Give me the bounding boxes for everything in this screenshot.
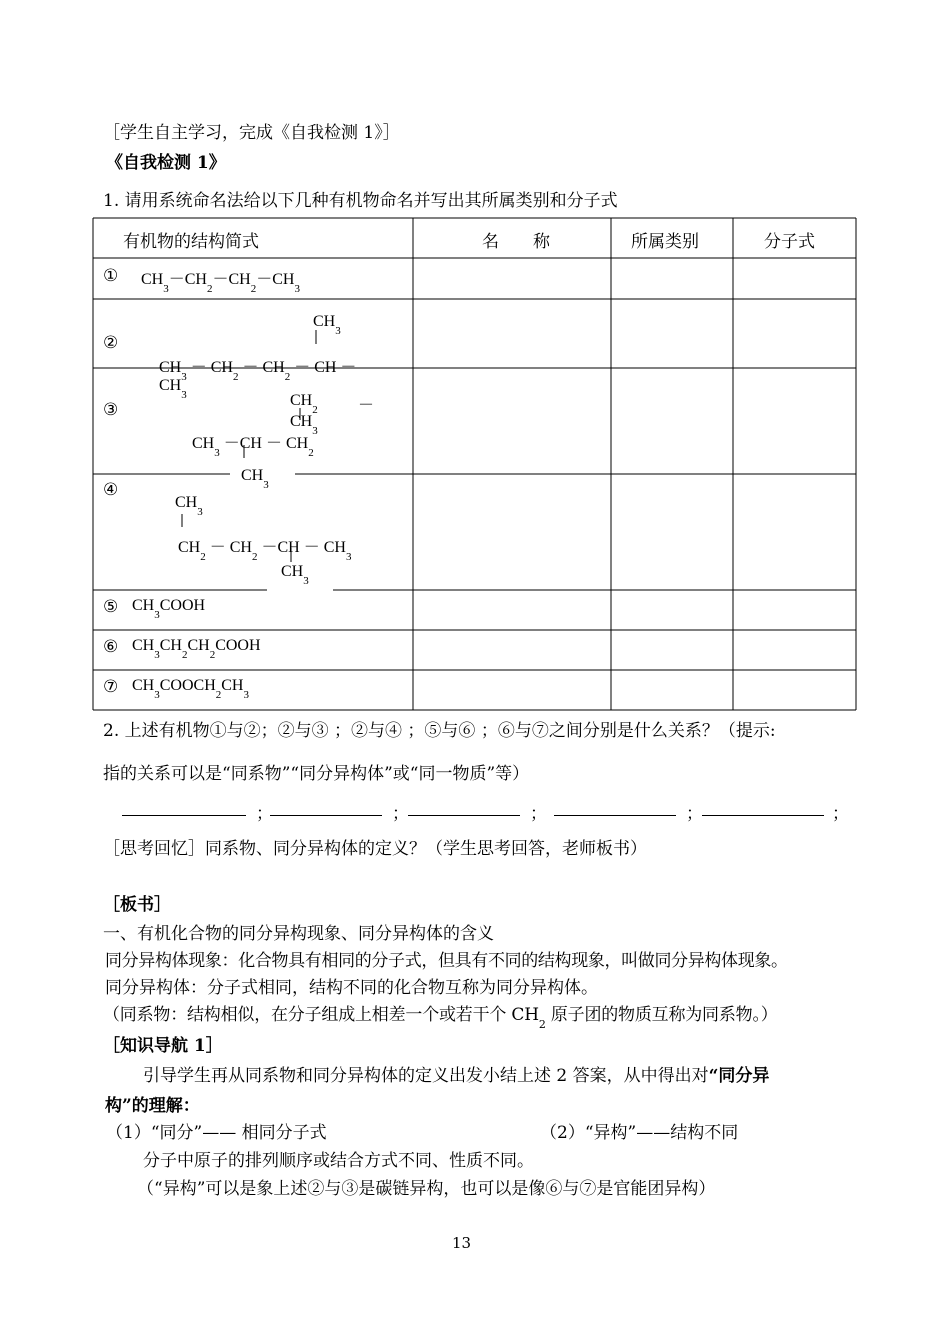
row-number: ② (103, 333, 119, 353)
answer-blank[interactable] (702, 815, 824, 816)
row-number: ⑤ (103, 597, 119, 617)
row-number: ⑥ (103, 637, 119, 657)
point-2: （2）“异构”——结构不同 (540, 1123, 739, 1143)
answer-blank[interactable] (408, 815, 520, 816)
row-number: ③ (103, 400, 119, 420)
structure-branch: $CH_3$ (175, 494, 203, 519)
point-3: 分子中原子的排列顺序或结合方式不同、性质不同。 (143, 1151, 534, 1171)
structure-formula: $CH_3COOH$ (132, 597, 206, 622)
header-formula: 分子式 (764, 232, 815, 252)
row-number: ④ (103, 480, 119, 500)
nav-title: ［知识导航 1］ (103, 1036, 223, 1056)
separator: ； (686, 804, 703, 824)
question-1: 1. 请用系统命名法给以下几种有机物命名并写出其所属类别和分子式 (103, 191, 618, 211)
structure-branch: $CH_3$ (281, 563, 309, 588)
board-line: 一、有机化合物的同分异构现象、同分异构体的含义 (103, 924, 494, 944)
structure-main-chain: $CH_3 -CH - CH_2$ (192, 435, 314, 460)
structure-formula: $CH_3-CH_2-CH_2-CH_3$ (141, 271, 300, 296)
question-2-line2: 指的关系可以是“同系物”“同分异构体”或“同一物质”等） (103, 764, 530, 784)
board-line: 同分异构体：分子式相同，结构不同的化合物互称为同分异构体。 (105, 978, 598, 998)
board-line: （同系物：结构相似，在分子组成上相差一个或若干个 $CH_2$ 原子团的物质互称为同系物。） (103, 1005, 778, 1032)
separator: ； (392, 804, 409, 824)
header-name: 名 称 (482, 232, 550, 252)
answer-blank[interactable] (122, 815, 246, 816)
intro-text: ［学生自主学习，完成《自我检测 1》］ (103, 123, 400, 143)
structure-formula: $CH_3COOCH_2CH_3$ (132, 677, 249, 702)
structure-branch: $CH_3$ (290, 413, 318, 438)
structure-main-chain: $CH_3 - CH_2 - CH_2$ － CH － (159, 359, 357, 384)
point-4: （“异构”可以是象上述②与③是碳链异构，也可以是像⑥与⑦是官能团异构） (137, 1179, 716, 1199)
nav-text-bold: 构”的理解： (105, 1096, 200, 1116)
board-line: 同分异构体现象：化合物具有相同的分子式，但具有不同的结构现象，叫做同分异构体现象。 (105, 951, 788, 971)
page-number: 13 (452, 1234, 472, 1252)
row-number: ① (103, 266, 119, 286)
point-1: （1）“同分”—— 相同分子式 (106, 1123, 327, 1143)
row-number: ⑦ (103, 677, 119, 697)
structure-branch: $CH_2$ (290, 392, 318, 417)
nav-text-bold: “同分异 (708, 1066, 770, 1086)
separator: ； (530, 804, 547, 824)
header-category: 所属类别 (631, 232, 699, 252)
answer-blank[interactable] (270, 815, 382, 816)
answer-blank[interactable] (554, 815, 676, 816)
structure-end-group: $CH_3$ (159, 377, 187, 402)
self-test-title: 《自我检测 1》 (106, 153, 226, 173)
board-title: ［板书］ (103, 895, 171, 915)
question-2-line1: 2. 上述有机物①与②；②与③ ；②与④ ；⑤与⑥ ；⑥与⑦之间分别是什么关系？（提示: (103, 721, 776, 741)
structure-branch: $CH_3$ (241, 467, 269, 492)
separator: ； (256, 804, 273, 824)
structure-bond: － (358, 397, 375, 414)
header-structure: 有机物的结构简式 (123, 232, 259, 252)
structure-formula: $CH_3CH_2CH_2COOH$ (132, 637, 261, 662)
structure-main-chain: $CH_2 - CH_2 -CH - CH_3$ (178, 539, 352, 564)
think-prompt: ［思考回忆］同系物、同分异构体的定义？（学生思考回答，老师板书） (103, 839, 647, 859)
nav-text (143, 1061, 769, 1086)
nav-text-plain: 引导学生再从同系物和同分异构体的定义出发小结上述 2 答案，从中得出对 (143, 1066, 709, 1086)
structure-branch: $CH_3$ (313, 313, 341, 338)
separator: ； (832, 804, 849, 824)
